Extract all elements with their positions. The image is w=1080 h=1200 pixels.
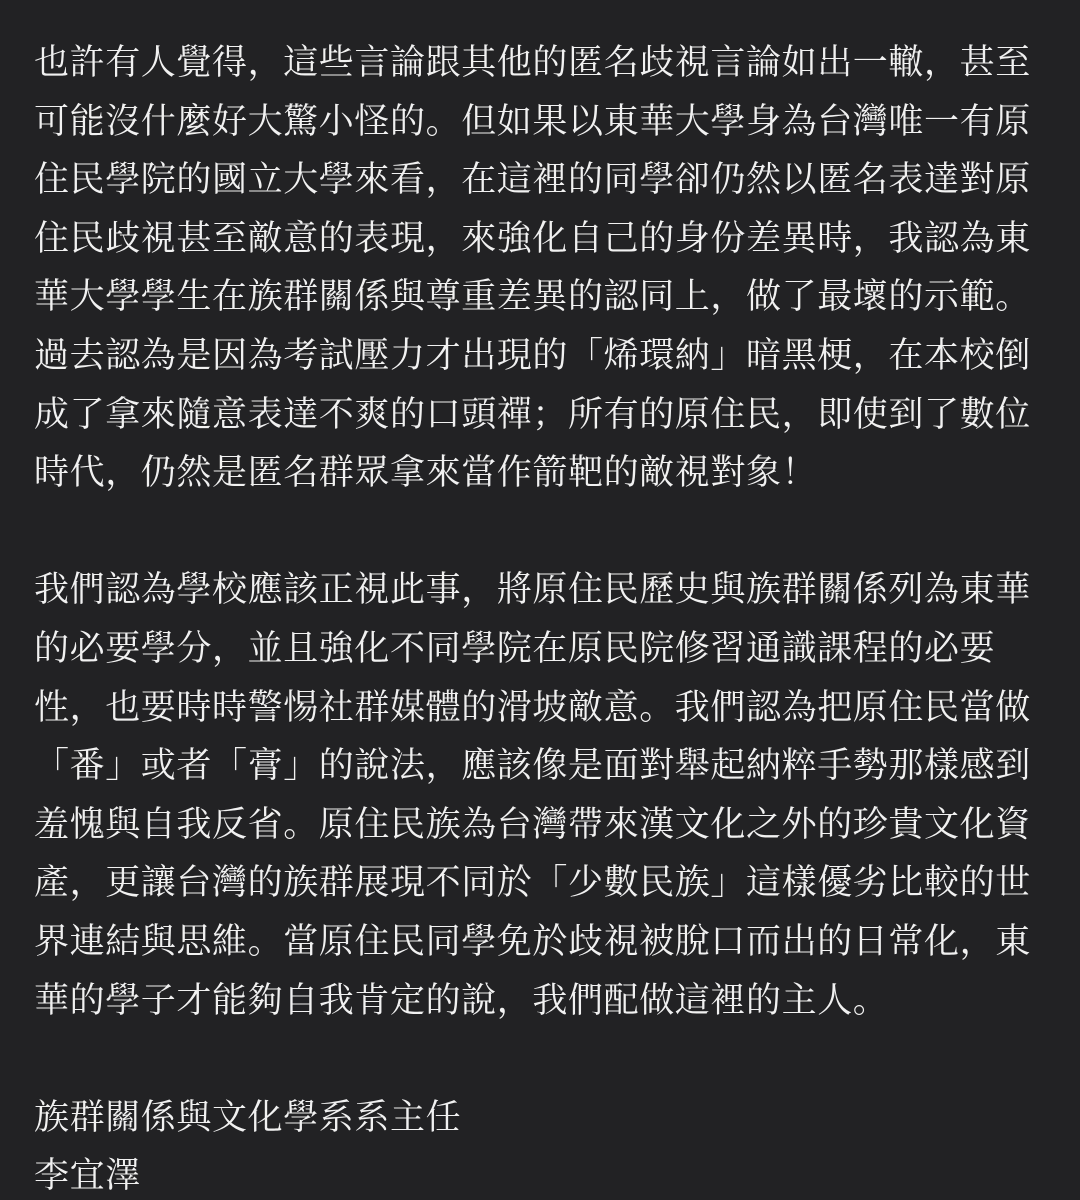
text-line: 界連結與思維。當原住民同學免於歧視被脫口而出的日常化，東 (34, 921, 1031, 962)
text-line: 成了拿來隨意表達不爽的口頭禪；所有的原住民，即使到了數位 (34, 394, 1031, 435)
text-line: 產，更讓台灣的族群展現不同於「少數民族」這樣優劣比較的世 (34, 863, 1031, 904)
text-line: 羞愧與自我反省。原住民族為台灣帶來漢文化之外的珍貴文化資 (34, 804, 1031, 845)
text-line: 我們認為學校應該正視此事，將原住民歷史與族群關係列為東華 (34, 570, 1031, 611)
text-line: 過去認為是因為考試壓力才出現的「烯環納」暗黑梗，在本校倒 (34, 335, 1031, 376)
text-line: 的必要學分，並且強化不同學院在原民院修習通識課程的必要 (34, 628, 996, 669)
paragraph-2 (34, 561, 1044, 1030)
text-line: 也許有人覺得，這些言論跟其他的匿名歧視言論如出一轍，甚至 (34, 43, 1031, 83)
text-line: 華的學子才能夠自我肯定的說，我們配做這裡的主人。 (34, 980, 889, 1021)
text-line: 住民學院的國立大學來看，在這裡的同學卻仍然以匿名表達對原 (34, 160, 1031, 201)
signature-name: 李宜澤 (34, 1156, 141, 1197)
text-line: 可能沒什麼好大驚小怪的。但如果以東華大學身為台灣唯一有原 (34, 101, 1031, 142)
text-line: 「番」或者「膏」的說法，應該像是面對舉起納粹手勢那樣感到 (34, 746, 1031, 787)
text-line: 性，也要時時警惕社群媒體的滑坡敵意。我們認為把原住民當做 (34, 687, 1031, 728)
paragraph-1 (34, 34, 1044, 503)
paragraph-spacer (34, 503, 1044, 562)
text-line: 時代，仍然是匿名群眾拿來當作箭靶的敵視對象！ (34, 453, 818, 494)
text-line: 華大學學生在族群關係與尊重差異的認同上，做了最壞的示範。 (34, 277, 1031, 318)
signature-title: 族群關係與文化學系系主任 (34, 1097, 462, 1138)
paragraph-spacer (34, 1030, 1044, 1089)
text-line: 住民歧視甚至敵意的表現，來強化自己的身份差異時，我認為東 (34, 218, 1031, 259)
signature-block (34, 1089, 1044, 1200)
